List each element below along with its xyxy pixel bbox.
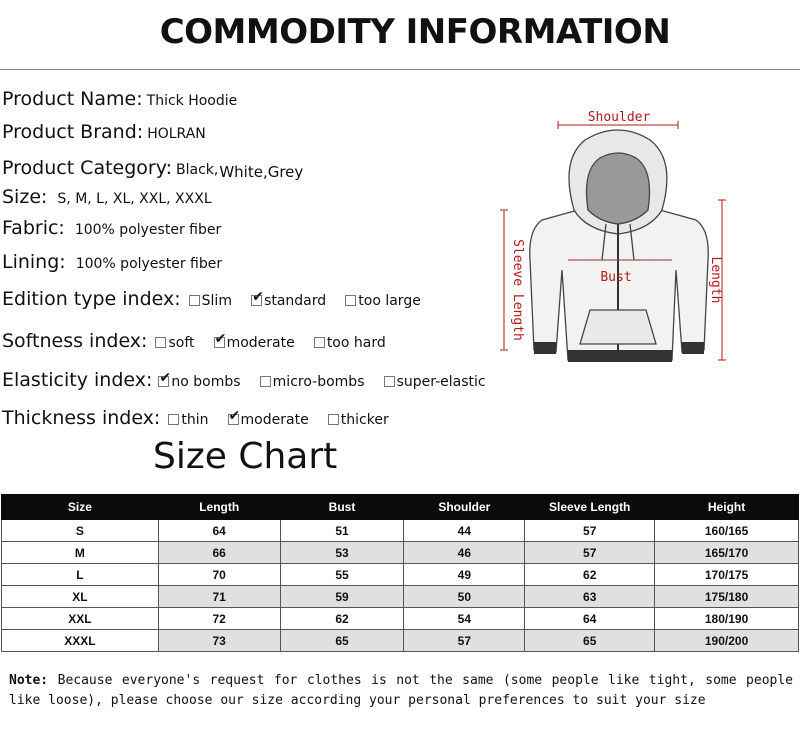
product-brand-row — [2, 121, 206, 143]
option-micro-bombs: micro-bombs — [272, 374, 365, 390]
option-soft: soft — [168, 335, 195, 351]
header-length: Length — [158, 495, 280, 520]
cell-sleeve-length: 64 — [525, 608, 655, 630]
cell-bust: 53 — [280, 542, 404, 564]
checkbox-micro-bombs[interactable] — [260, 376, 271, 387]
option-moderate-softness: moderate — [226, 335, 295, 351]
product-size-value: S, M, L, XL, XXL, XXXL — [57, 191, 212, 207]
cell-bust: 51 — [280, 520, 404, 542]
option-too-hard: too hard — [326, 335, 386, 351]
product-size-row — [2, 186, 212, 208]
option-no-bombs: no bombs — [171, 374, 241, 390]
table-row — [2, 608, 799, 630]
cell-sleeve-length: 63 — [525, 586, 655, 608]
product-category-value-2: White,Grey — [219, 163, 304, 181]
product-category-value: Black, — [176, 162, 219, 178]
edition-options — [189, 290, 435, 309]
elasticity-index-row — [2, 369, 500, 391]
fabric-label: Fabric: — [2, 217, 65, 239]
cell-length: 73 — [158, 630, 280, 652]
softness-index-label: Softness index: — [2, 330, 148, 352]
checkbox-moderate-thickness[interactable] — [228, 414, 239, 425]
cell-shoulder: 49 — [404, 564, 525, 586]
edition-index-label: Edition type index: — [2, 288, 181, 310]
lining-row — [2, 251, 222, 273]
cell-height: 165/170 — [655, 542, 799, 564]
table-row — [2, 542, 799, 564]
fabric-row — [2, 217, 221, 239]
right-cuff — [682, 342, 704, 354]
product-brand-label: Product Brand: — [2, 121, 144, 143]
hoodie-icon — [530, 130, 709, 360]
product-size-label: Size: — [2, 186, 48, 208]
table-row — [2, 520, 799, 542]
edition-index-row — [2, 288, 435, 310]
cell-shoulder: 44 — [404, 520, 525, 542]
size-note — [9, 671, 793, 711]
thickness-options — [168, 409, 402, 428]
checkbox-moderate-softness[interactable] — [214, 337, 225, 348]
left-cuff — [534, 342, 556, 354]
option-thin: thin — [181, 412, 209, 428]
bust-label: Bust — [600, 270, 632, 285]
cell-sleeve-length: 57 — [525, 542, 655, 564]
table-row — [2, 630, 799, 652]
lining-value: 100% polyester fiber — [75, 256, 223, 272]
option-moderate-thickness: moderate — [240, 412, 309, 428]
cell-height: 160/165 — [655, 520, 799, 542]
cell-bust: 59 — [280, 586, 404, 608]
product-category-label: Product Category: — [2, 157, 172, 179]
fabric-value: 100% polyester fiber — [74, 222, 222, 238]
checkbox-soft[interactable] — [155, 337, 166, 348]
cell-height: 170/175 — [655, 564, 799, 586]
cell-size: S — [2, 520, 159, 542]
header-height: Height — [655, 495, 799, 520]
cell-length: 64 — [158, 520, 280, 542]
cell-height: 190/200 — [655, 630, 799, 652]
note-text: Because everyone's request for clothes is not the same (some people like tight, some people like loose), please choose our size according your personal preferences to suit your size — [9, 673, 793, 708]
cell-length: 71 — [158, 586, 280, 608]
checkbox-thicker[interactable] — [328, 414, 339, 425]
product-name-value: Thick Hoodie — [146, 93, 238, 109]
cell-sleeve-length: 65 — [525, 630, 655, 652]
option-thicker: thicker — [340, 412, 389, 428]
checkbox-too-hard[interactable] — [314, 337, 325, 348]
option-slim: Slim — [201, 293, 232, 309]
cell-shoulder: 54 — [404, 608, 525, 630]
cell-size: M — [2, 542, 159, 564]
hoodie-measurement-diagram — [490, 100, 730, 380]
product-brand-value: HOLRAN — [147, 126, 206, 142]
option-too-large: too large — [358, 293, 421, 309]
cell-size: L — [2, 564, 159, 586]
checkbox-too-large[interactable] — [345, 295, 356, 306]
lining-label: Lining: — [2, 251, 66, 273]
checkbox-no-bombs[interactable] — [158, 376, 169, 387]
softness-options — [155, 332, 399, 351]
cell-length: 72 — [158, 608, 280, 630]
cell-bust: 62 — [280, 608, 404, 630]
table-row — [2, 564, 799, 586]
cell-shoulder: 57 — [404, 630, 525, 652]
size-chart-title: Size Chart — [153, 436, 338, 477]
softness-index-row — [2, 330, 400, 352]
header-sleeve-length: Sleeve Length — [525, 495, 655, 520]
sleeve-length-label: Sleeve Length — [510, 239, 525, 341]
cell-shoulder: 46 — [404, 542, 525, 564]
cell-sleeve-length: 62 — [525, 564, 655, 586]
page-title: COMMODITY INFORMATION — [159, 12, 671, 52]
cell-sleeve-length: 57 — [525, 520, 655, 542]
thickness-index-label: Thickness index: — [2, 407, 161, 429]
cell-length: 70 — [158, 564, 280, 586]
thickness-index-row — [2, 407, 403, 429]
header-size: Size — [2, 495, 159, 520]
cell-size: XXXL — [2, 630, 159, 652]
product-name-label: Product Name: — [2, 88, 143, 110]
size-table — [1, 494, 799, 652]
header-shoulder: Shoulder — [404, 495, 525, 520]
length-label: Length — [708, 256, 723, 304]
product-category-row — [2, 157, 303, 179]
cell-shoulder: 50 — [404, 586, 525, 608]
cell-height: 180/190 — [655, 608, 799, 630]
cell-length: 66 — [158, 542, 280, 564]
checkbox-standard[interactable] — [251, 295, 262, 306]
note-label: Note: — [9, 673, 49, 688]
cell-height: 175/180 — [655, 586, 799, 608]
size-table-header — [2, 495, 799, 520]
elasticity-options — [158, 371, 499, 390]
title-divider — [0, 69, 800, 70]
table-row — [2, 586, 799, 608]
cell-bust: 65 — [280, 630, 404, 652]
hem-band — [568, 350, 672, 362]
cell-bust: 55 — [280, 564, 404, 586]
elasticity-index-label: Elasticity index: — [2, 369, 153, 391]
option-super-elastic: super-elastic — [396, 374, 486, 390]
cell-size: XL — [2, 586, 159, 608]
cell-size: XXL — [2, 608, 159, 630]
checkbox-thin[interactable] — [168, 414, 179, 425]
header-bust: Bust — [280, 495, 404, 520]
checkbox-slim[interactable] — [189, 295, 200, 306]
shoulder-label: Shoulder — [587, 110, 651, 125]
option-standard: standard — [264, 293, 327, 309]
checkbox-super-elastic[interactable] — [384, 376, 395, 387]
product-name-row — [2, 88, 237, 110]
